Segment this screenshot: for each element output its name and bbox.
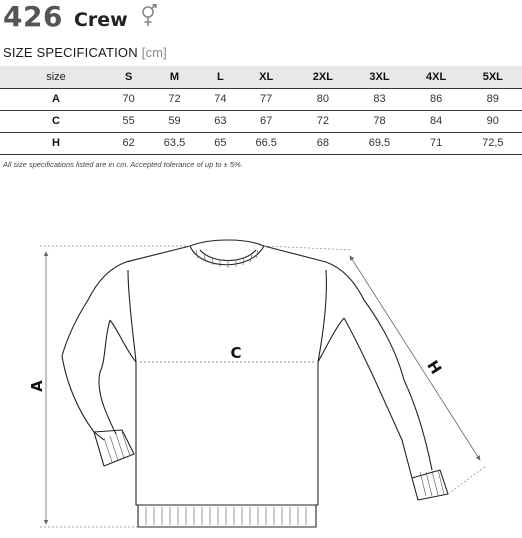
size-header-cell: 4XL bbox=[426, 70, 447, 83]
table-cell: 63 bbox=[214, 115, 227, 127]
measure-h-label: H bbox=[423, 357, 446, 378]
table-cell: 62 bbox=[122, 137, 135, 149]
size-header-cell: 3XL bbox=[369, 70, 390, 83]
table-cell: 72 bbox=[168, 93, 181, 105]
table-cell: 72 bbox=[316, 115, 329, 127]
table-cell: 74 bbox=[214, 93, 227, 105]
table-cell: 70 bbox=[122, 93, 135, 105]
table-cell: 67 bbox=[260, 115, 273, 127]
table-cell: 69.5 bbox=[368, 137, 391, 149]
rib-texture bbox=[104, 250, 444, 525]
table-cell: 65 bbox=[214, 137, 227, 149]
table-row bbox=[0, 132, 522, 154]
size-header-cell: 2XL bbox=[312, 70, 333, 83]
measurement-c bbox=[140, 344, 314, 362]
table-cell: 80 bbox=[316, 93, 329, 105]
product-model-name: Crew bbox=[73, 9, 128, 31]
table-cell: 84 bbox=[430, 115, 443, 127]
size-header-cell: XL bbox=[259, 70, 274, 83]
table-cell: 71 bbox=[430, 137, 443, 149]
size-column-label: size bbox=[46, 70, 66, 83]
size-spec-title-text: SIZE SPECIFICATION bbox=[3, 45, 138, 60]
table-cell: 72,5 bbox=[482, 137, 504, 149]
table-cell: 68 bbox=[316, 137, 329, 149]
measurement-a bbox=[28, 246, 190, 527]
size-header-cell: S bbox=[125, 70, 133, 83]
table-cell: 66.5 bbox=[255, 137, 277, 149]
unisex-icon bbox=[136, 4, 158, 28]
product-header bbox=[3, 0, 158, 36]
size-table bbox=[0, 66, 522, 155]
table-cell: 63.5 bbox=[163, 137, 186, 149]
product-code: 426 bbox=[3, 0, 63, 33]
table-row bbox=[0, 88, 522, 110]
sweatshirt-outline bbox=[62, 240, 448, 527]
measurement-h bbox=[264, 246, 486, 494]
size-header-cell: L bbox=[216, 70, 224, 83]
size-header-row bbox=[0, 66, 522, 88]
size-spec-unit: [cm] bbox=[141, 45, 167, 60]
table-cell: 59 bbox=[168, 115, 181, 127]
measure-a-label: A bbox=[28, 380, 46, 392]
size-header-cell: 5XL bbox=[482, 70, 503, 83]
table-cell: 83 bbox=[373, 93, 386, 105]
table-cell: 90 bbox=[486, 115, 499, 127]
row-label: H bbox=[52, 137, 60, 149]
sweatshirt-diagram bbox=[0, 200, 522, 538]
table-cell: 86 bbox=[430, 93, 443, 105]
measure-c-label: C bbox=[230, 344, 242, 362]
tolerance-note: All size specifications listed are in cm. Accepted tolerance of up to ± 5%. bbox=[3, 160, 243, 169]
row-label: C bbox=[52, 115, 60, 127]
table-cell: 55 bbox=[122, 115, 135, 127]
table-row bbox=[0, 110, 522, 132]
size-spec-title bbox=[3, 45, 167, 60]
table-cell: 89 bbox=[486, 93, 499, 105]
row-label: A bbox=[52, 93, 60, 105]
table-cell: 78 bbox=[373, 115, 386, 127]
size-header-cell: M bbox=[169, 70, 180, 83]
table-cell: 77 bbox=[260, 93, 273, 105]
